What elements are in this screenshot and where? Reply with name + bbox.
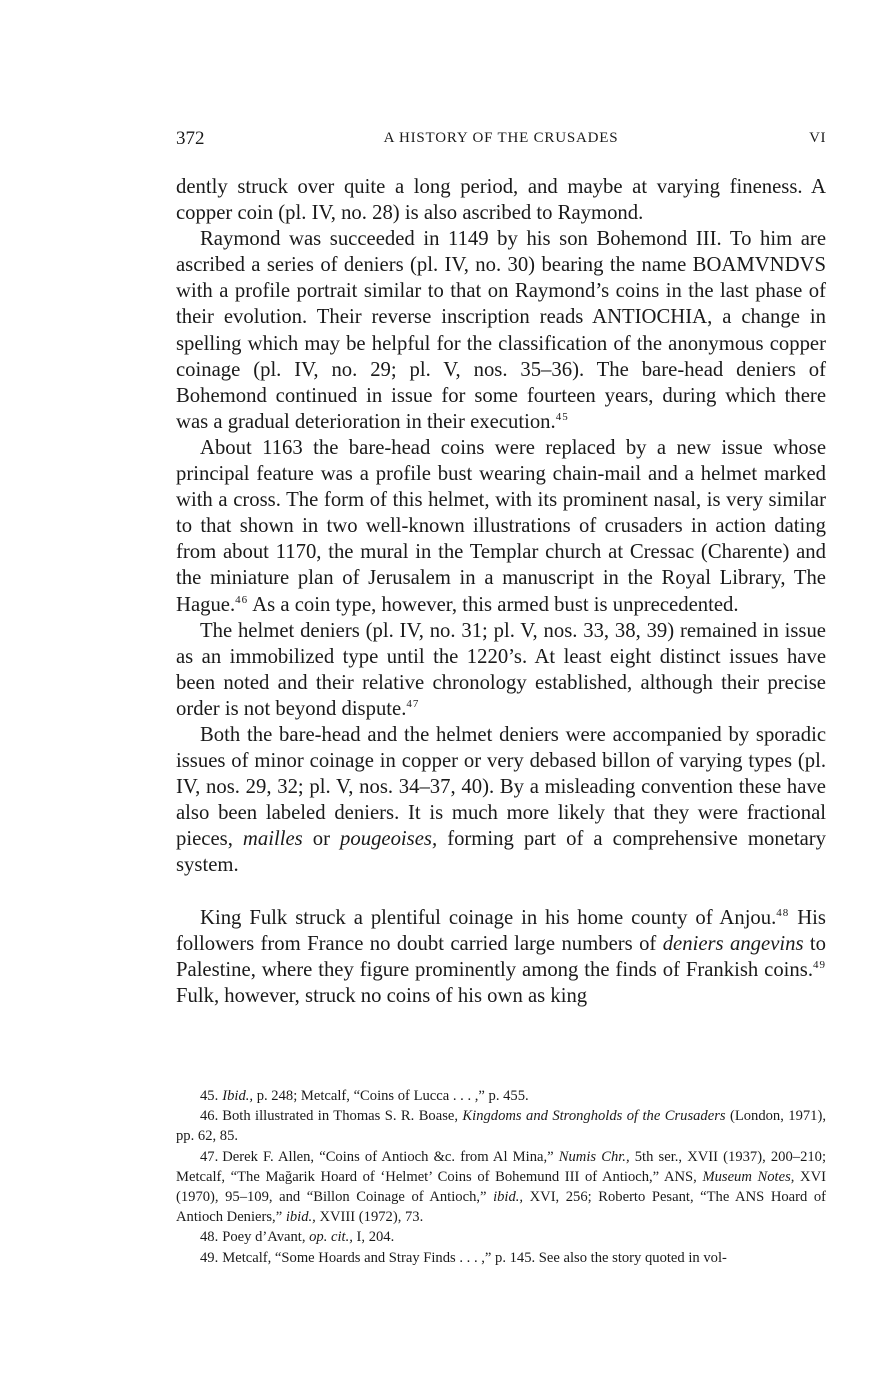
- italic-text: ibid.,: [285, 1209, 316, 1226]
- footnote: [176, 1248, 826, 1268]
- paragraph: [176, 226, 826, 435]
- footnote-ref: 47: [406, 697, 420, 710]
- paragraph: [176, 722, 826, 879]
- text-run: Poey d’Avant,: [222, 1229, 310, 1246]
- paragraph: [176, 435, 826, 618]
- italic-text: Museum Notes,: [702, 1168, 795, 1185]
- text-run: About 1163 the bare-head coins were replaced by a new issue whose principal feature was a profile bust wearing chain-mail and a helmet marked with a cross. The form of this helmet, with its prominent nasal, is very similar to that shown in two well-known illustrations of crusaders in action dating from about 1170, the mural in the Templar church at Cressac (Charente) and the miniature plan of Jerusalem in a manuscript in the Royal Library, The Hague.: [176, 436, 826, 616]
- text-run: Fulk, however, struck no coins of his own as king: [176, 984, 588, 1007]
- chapter-number: VI: [809, 130, 826, 146]
- footnotes: [176, 1086, 826, 1268]
- text-run: forming part of a comprehensive monetary system.: [176, 828, 827, 877]
- footnote-number: 46.: [200, 1108, 219, 1125]
- footnote: [176, 1227, 826, 1247]
- text-run: p. 248; Metcalf, “Coins of Lucca . . . ,” p. 455.: [253, 1088, 529, 1104]
- page-number: 372: [176, 128, 205, 149]
- italic-text: deniers angevins: [662, 932, 804, 955]
- text-run: or: [302, 828, 341, 851]
- footnote-number: 49.: [200, 1249, 219, 1266]
- footnote: [176, 1086, 826, 1106]
- text-run: Both illustrated in Thomas S. R. Boase,: [222, 1108, 463, 1125]
- footnote: [176, 1147, 826, 1228]
- running-header: [176, 128, 826, 150]
- text-run: 5th ser., XVII (1937), 200–210; Metcalf, “The Mağarik Hoard of ‘Helmet’ Coins of Bohemund III of Antioch,” ANS,: [176, 1148, 827, 1185]
- italic-text: Kingdoms and Strongholds of the Crusaders: [462, 1108, 726, 1125]
- footnote-ref: 49: [813, 958, 826, 971]
- text-run: Both the bare-head and the helmet deniers were accompanied by sporadic issues of minor coinage in copper or very debased billon of varying types (pl. IV, nos. 29, 32; pl. V, nos. 34–37, 40). By a misleading convention these have also been labeled deniers. It is much more likely that they were fractional pieces,: [176, 723, 826, 851]
- text-run: dently struck over quite a long period, and maybe at varying fineness. A copper coin (pl. IV, no. 28) is also ascribed to Raymond.: [176, 176, 826, 225]
- italic-text: mailles: [242, 828, 303, 851]
- text-run: (London, 1971), pp. 62, 85.: [176, 1108, 826, 1145]
- paragraph: [176, 618, 826, 722]
- italic-text: Ibid.,: [222, 1088, 254, 1104]
- text-run: to Palestine, where they figure prominently among the finds of Frankish coins.: [176, 932, 826, 981]
- text-run: King Fulk struck a plentiful coinage in his home county of Anjou.: [200, 906, 777, 929]
- italic-text: op. cit.,: [309, 1229, 353, 1246]
- text-run: Derek F. Allen, “Coins of Antioch &c. from Al Mina,”: [222, 1148, 559, 1165]
- footnote-ref: 46: [235, 593, 249, 606]
- text-run: I, 204.: [352, 1229, 395, 1246]
- footnote-number: 48.: [200, 1229, 219, 1246]
- paragraph: [176, 905, 826, 1009]
- paragraph: [176, 174, 826, 226]
- text-run: The helmet deniers (pl. IV, no. 31; pl. V, nos. 33, 38, 39) remained in issue as an immobilized type until the 1220’s. At least eight distinct issues have been noted and their relative chronology established, although their precise order is not beyond dispute.: [176, 619, 826, 720]
- text-run: XVI (1970), 95–109, and “Billon Coinage of Antioch,”: [176, 1168, 826, 1206]
- text-run: Metcalf, “Some Hoards and Stray Finds . . . ,” p. 145. See also the story quoted in vol-: [222, 1249, 727, 1266]
- italic-text: Numis Chr.,: [558, 1148, 630, 1165]
- footnote-number: 47.: [200, 1148, 219, 1165]
- text-run: As a coin type, however, this armed bust is unprecedented.: [248, 593, 739, 616]
- footnote-ref: 45: [555, 410, 569, 423]
- footnote-number: 45.: [200, 1088, 219, 1104]
- footnote-ref: 48: [776, 906, 790, 919]
- text-run: XVI, 256; Roberto Pesant, “The ANS Hoard of Antioch Deniers,”: [176, 1189, 826, 1226]
- main-text: [176, 174, 826, 1009]
- text-run: Raymond was succeeded in 1149 by his son Bohemond III. To him are ascribed a series of deniers (pl. IV, no. 30) bearing the name BOAMVNDVS with a profile portrait similar to that on Raymond’s coins in the last phase of their evolution. Their reverse inscription reads ANTIOCHIA, a change in spelling which may be helpful for the classification of the anonymous copper coinage (pl. IV, no. 29; pl. V, nos. 35–36). The bare-head deniers of Bohemond continued in issue for some fourteen years, during which there was a gradual deterioration in their execution.: [176, 228, 826, 433]
- footnote: [176, 1106, 826, 1146]
- running-title: A HISTORY OF THE CRUSADES: [383, 130, 619, 146]
- text-run: His followers from France no doubt carried large numbers of: [176, 906, 826, 955]
- italic-text: pougeoises,: [340, 828, 438, 851]
- text-run: XVIII (1972), 73.: [315, 1209, 424, 1226]
- italic-text: ibid.,: [493, 1189, 524, 1206]
